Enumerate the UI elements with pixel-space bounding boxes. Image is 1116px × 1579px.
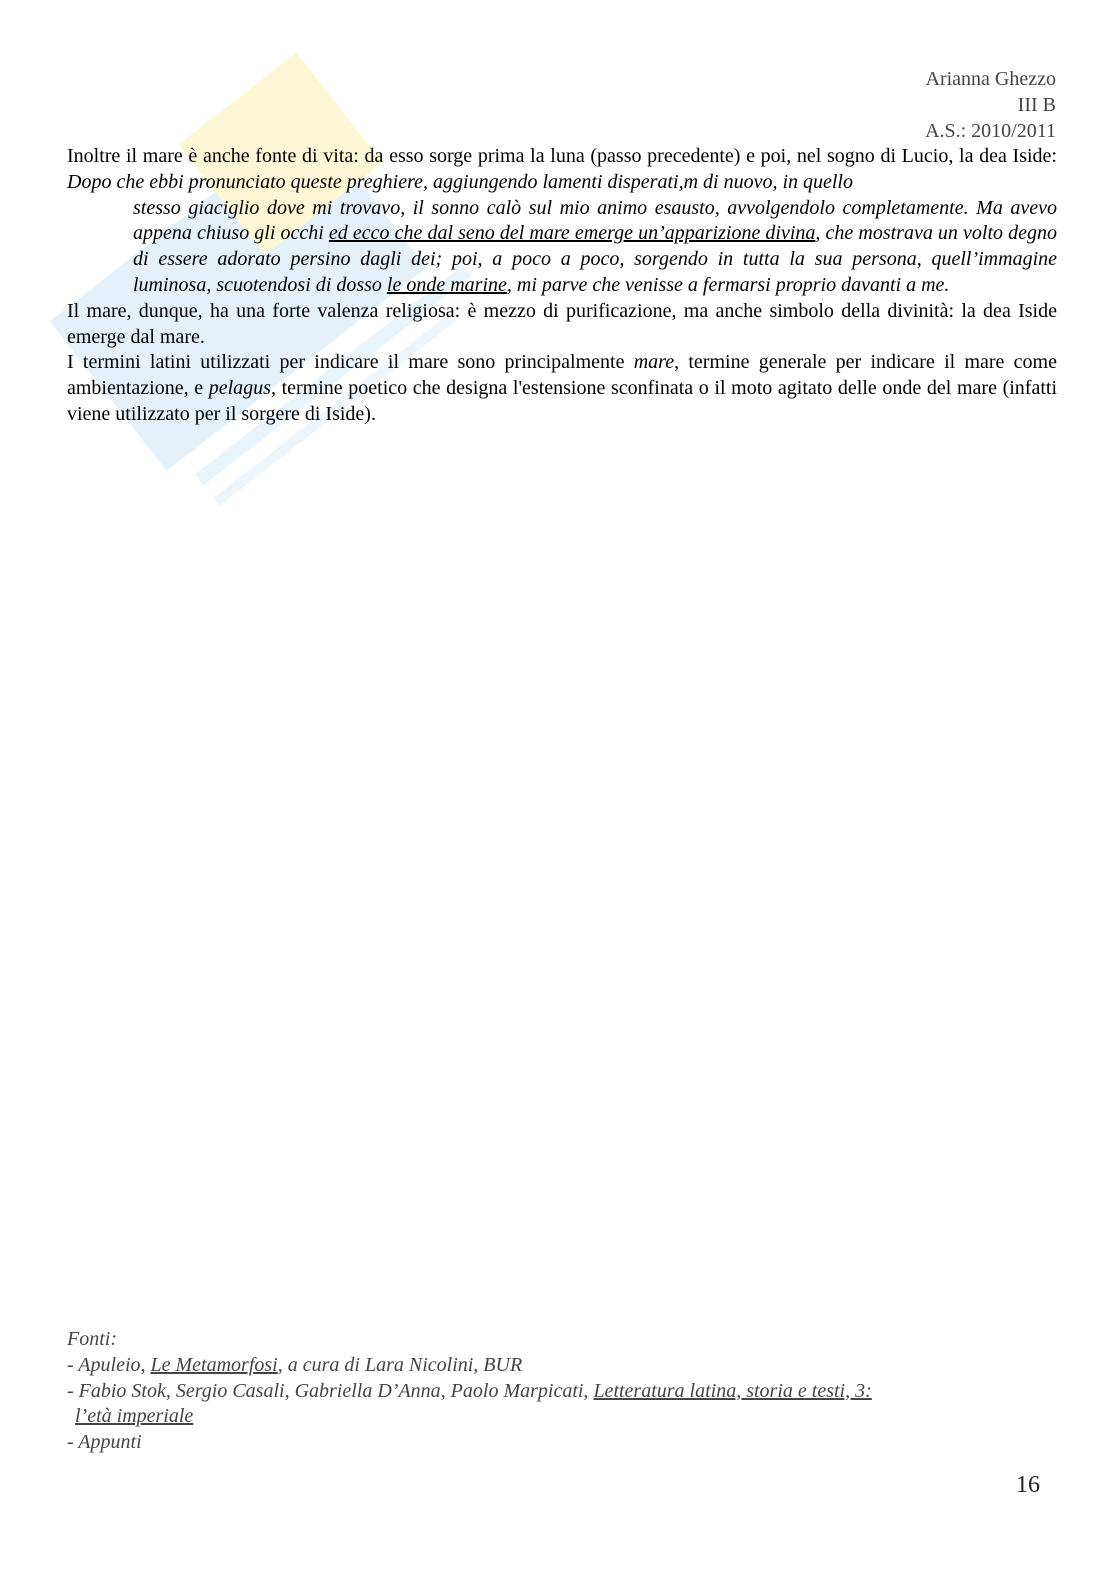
quote-part-a: stesso giaciglio dove mi trovavo, il sonno calò sul mio animo esausto, avvolgendolo completamente. Ma avevo appena chiuso gli occhi bbox=[133, 196, 1057, 245]
quote-part-c: , mi parve che venisse a fermarsi proprio davanti a me. bbox=[506, 273, 950, 296]
term-pelagus: pelagus, bbox=[208, 377, 276, 400]
quote-part-b: , che mostrava un volto degno di essere adorato persino dagli dei; poi, a poco a poco, sorgendo in tutta la sua persona, quell’immagine luminosa, scuotendosi di dosso bbox=[133, 222, 1057, 296]
source-1-author: - Apuleio, bbox=[67, 1353, 151, 1376]
sources-section bbox=[67, 1327, 1057, 1456]
source-2-title-cont: l’età imperiale bbox=[75, 1405, 194, 1428]
source-1 bbox=[67, 1353, 1057, 1379]
paragraph-3-a: I termini latini utilizzati per indicare il mare sono principalmente bbox=[67, 351, 634, 374]
paragraph-3-b: , termine generale per indicare il mare come ambientazione, e bbox=[67, 351, 1057, 400]
term-mare: mare bbox=[633, 351, 675, 374]
header-class: III B bbox=[1017, 94, 1056, 116]
source-1-title: Le Metamorfosi bbox=[150, 1353, 278, 1376]
source-1-rest: , a cura di Lara Nicolini, BUR bbox=[277, 1353, 523, 1376]
paragraph-3-c: termine poetico che designa l'estensione sconfinata o il moto agitato delle onde del mare (infatti viene utilizzato per il sorgere di Iside). bbox=[67, 377, 1057, 425]
paragraph-1 bbox=[67, 144, 1057, 196]
page-number: 16 bbox=[1016, 1472, 1040, 1498]
source-2-continued bbox=[67, 1404, 1057, 1430]
quote-underline-2: le onde marine bbox=[386, 273, 507, 296]
source-2-title: Letteratura latina, storia e testi, 3: bbox=[593, 1379, 872, 1402]
paragraph-2: Il mare, dunque, ha una forte valenza religiosa: è mezzo di purificazione, ma anche simbolo della divinità: la dea Iside emerge dal mare. bbox=[67, 299, 1057, 348]
header-school-year: A.S.: 2010/2011 bbox=[925, 120, 1056, 142]
page-header bbox=[925, 66, 1056, 144]
quote-intro: Dopo che ebbi pronunciato queste preghiere, aggiungendo lamenti disperati,m di nuovo, in quello bbox=[67, 170, 853, 193]
paragraph-3 bbox=[67, 350, 1057, 427]
paragraph-1-lead: Inoltre il mare è anche fonte di vita: da esso sorge prima la luna (passo precedente) e poi, nel sogno di Lucio, la dea Iside: bbox=[67, 145, 1057, 167]
source-3: - Appunti bbox=[67, 1431, 142, 1454]
quote-block bbox=[133, 196, 1057, 299]
source-2 bbox=[67, 1379, 1057, 1405]
quote-underline-1: ed ecco che dal seno del mare emerge un’apparizione divina bbox=[328, 222, 816, 245]
body-text bbox=[67, 144, 1057, 428]
source-2-authors: - Fabio Stok, Sergio Casali, Gabriella D’Anna, Paolo Marpicati, bbox=[67, 1379, 594, 1402]
header-author: Arianna Ghezzo bbox=[925, 68, 1056, 90]
sources-heading: Fonti: bbox=[67, 1328, 117, 1350]
